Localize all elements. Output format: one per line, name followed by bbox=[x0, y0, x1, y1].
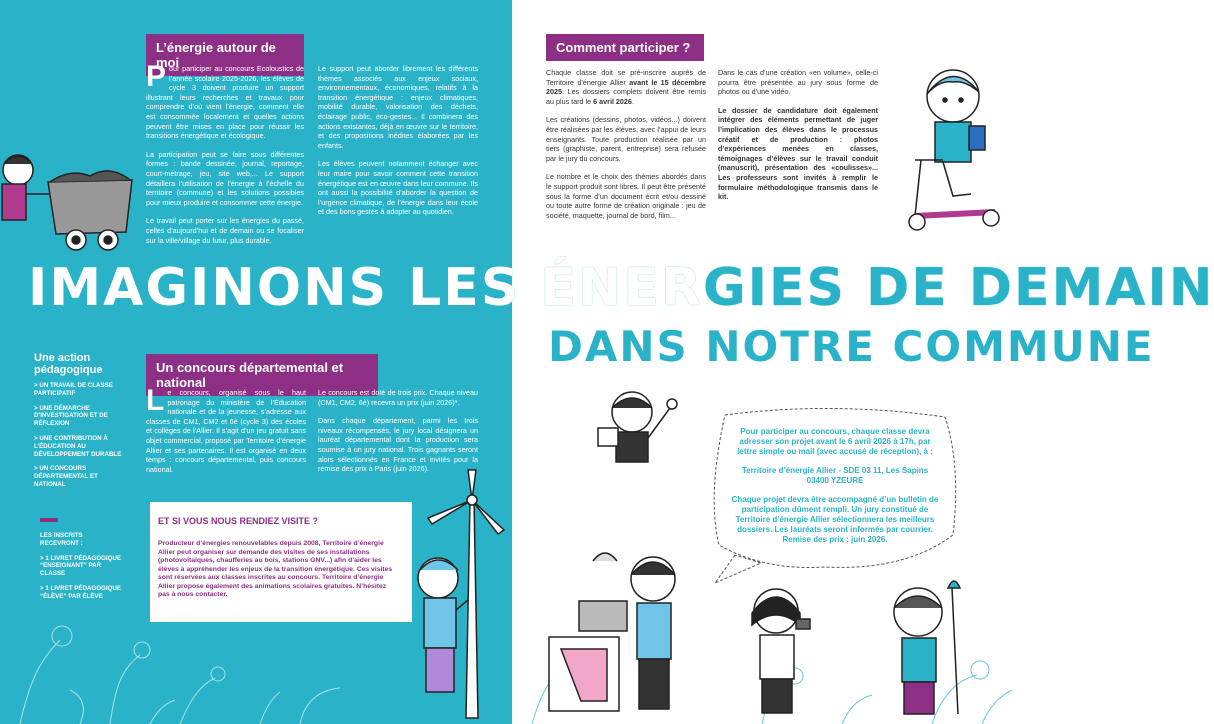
section3-paragraph-1: e concours, organisé sous le haut patronage du ministère de l’Éducation nationale et de la jeunesse, s’adresse aux classes de CM1, CM2 et 6è (cycle 3) des écoles et collèges de l’Allier. Il s’agit d’un jeu gratuit sans objet commercial, proposé par Territoire d’énergie Allier et ses partenaires. Il est organisé en deux temps : concours départemental, puis concours national. bbox=[146, 388, 306, 474]
visite-text: Producteur d’énergies renouvelables depuis 2008, Territoire d’énergie Allier peut organiser sur demande des visites de ses installations (photovoltaïques, chaufferies au bois, stations GNV...) afin d’aider les élèves à appréhender les enjeux de la transition énergétique. Ces visites sont réservées aux classes inscrites au concours. Territoire d’énergie Allier propose également des animations scolaires gratuites. N’hésitez pas à nous contacter. bbox=[158, 540, 393, 598]
section1-column-right bbox=[318, 64, 478, 226]
action-title: Une action pédagogique bbox=[34, 352, 103, 376]
kid-cooking-illustration bbox=[545, 545, 695, 715]
headline-line-1-cyan: GIES DE DEMAIN bbox=[702, 258, 1214, 318]
section2-column-right bbox=[718, 68, 878, 211]
section3-paragraph-2: Le concours est doté de trois prix. Chaque niveau (CM1, CM2, 6è) recevra un prix (juin 2026)*. bbox=[318, 388, 478, 407]
action-item: > UNE CONTRIBUTION À L’ÉDUCATION AU DÉVELOPPEMENT DURABLE bbox=[34, 434, 122, 458]
inscrits-title: LES INSCRITS RECEVRONT : bbox=[40, 532, 83, 547]
section1-column-left bbox=[146, 60, 304, 254]
dropcap-p: P bbox=[146, 60, 167, 93]
inscrits-item: > 1 LIVRET PÉDAGOGIQUE “ENSEIGNANT” PAR CLASSE bbox=[40, 554, 121, 578]
p1-date-remise: 6 avril 2026 bbox=[593, 96, 632, 106]
bubble-address: Territoire d’énergie Allier - SDE 03 11, Les Sapins 03400 YZEURE bbox=[741, 466, 929, 485]
section2-paragraph-1 bbox=[546, 68, 706, 106]
section1-paragraph-3: Le travail peut porter sur les énergies du passé, celles d’aujourd’hui et de demain ou se focaliser sur la ville/village du futur, plus durable. bbox=[146, 216, 304, 245]
action-item: > UN TRAVAIL DE CLASSE PARTICIPATIF bbox=[34, 382, 113, 397]
boy-paintbrush-illustration bbox=[880, 578, 980, 718]
headline-line-1 bbox=[28, 258, 1214, 318]
p1-text-a: Chaque classe doit se pré-inscrire auprès de Territoire d’énergie Allier bbox=[546, 68, 706, 87]
action-divider bbox=[40, 518, 58, 522]
section1-paragraph-2: La participation peut se faire sous différentes formes : bande dessinée, journal, reportage, court-métrage, jeu, site web,... Le support détaillera l’utilisation de l’énergie à l’échelle du territoire (commune) et les solutions possibles pour mieux produire et consommer cette énergie. bbox=[146, 149, 304, 207]
section2-paragraph-5: Le dossier de candidature doit également intégrer des éléments permettant de juger l’implication des élèves dans le processus créatif et de production : photos d’expériences menées en classes, témoignages d’élèves sur le travail conduit (manuscrit), présentation des «coulisses»... Les professeurs sont invités à remplir le formulaire méthodologique transmis dans le kit. bbox=[718, 105, 878, 202]
kid-wind-turbine-illustration bbox=[408, 470, 508, 720]
bubble-text bbox=[730, 427, 940, 554]
dropcap-l: L bbox=[146, 384, 165, 417]
section2-paragraph-4: Dans le cas d’une création «en volume», celle-ci pourra être présentée au jury sous forme de photos ou d’une vidéo. bbox=[718, 68, 878, 97]
bubble-paragraph-1: Pour participer au concours, chaque classe devra adresser son projet avant le 6 avril 2026 à 17h, par lettre simple ou mail (avec accusé de réception), à : bbox=[737, 427, 933, 456]
p1-text-e: . bbox=[631, 96, 634, 106]
section2-paragraph-3: Le nombre et le choix des thèmes abordés dans le support produit sont libres. Il peut être présenté sous la forme d’un document écrit et/ou dessiné ou toute autre forme de création originale : jeu de société, maquette, journal de bord, film... bbox=[546, 172, 706, 220]
section3-paragraph-3: Dans chaque département, parmi les trois niveaux récompensés, le jury local désignera un lauréat départemental dont la production sera soumise à un jury national. Trois gagnants seront alors sélectionnés en France et invités pour la remise des prix à Paris (juin 2026). bbox=[318, 416, 478, 474]
kid-scooter-illustration bbox=[895, 66, 1015, 246]
section-title-concours: Un concours départemental et national bbox=[146, 354, 378, 396]
visite-title: ET SI VOUS NOUS RENDIEZ VISITE ? bbox=[158, 516, 319, 526]
section2-column-left bbox=[546, 68, 706, 229]
section3-column-right bbox=[318, 388, 478, 483]
p1-date-preinscription: avant le 15 décembre 2025 bbox=[546, 77, 706, 97]
action-item: > UNE DÉMARCHE D’INVESTIGATION ET DE RÉFLEXION bbox=[34, 404, 108, 428]
section1-paragraph-4: Le support peut aborder librement les différents thèmes associés aux enjeux sociaux, environnementaux, économiques, relatifs à la transition énergétique : enjeux climatiques, mobilité durable, valorisation des déchets, éclairage public, éco-gestes... Il combinera des actions existantes, déjà en œuvre sur le territoire, et des propositions inédites élaborées par les enfants. bbox=[318, 64, 478, 150]
section-title-participer: Comment participer ? bbox=[546, 34, 704, 61]
inscrits-item: > 1 LIVRET PÉDAGOGIQUE “ÉLÈVE” PAR ÉLÈVE bbox=[40, 584, 121, 600]
section1-paragraph-5: Les élèves peuvent notamment échanger avec leur maire pour savoir comment cette transition énergétique est en œuvre dans leur commune. Ils ont aussi la possibilité d’aborder la question de l’urgence climatique, de l’énergie dans leur école et des bons gestes à adopter au quotidien. bbox=[318, 159, 478, 217]
section3-column-left bbox=[146, 384, 306, 483]
kid-microphone-illustration bbox=[592, 388, 682, 478]
inscrits-list bbox=[40, 532, 122, 608]
action-item: > UN CONCOURS DÉPARTEMENTAL ET NATIONAL bbox=[34, 465, 98, 488]
p1-text-c: . Les dossiers complets doivent être remis au plus tard le bbox=[546, 87, 706, 106]
action-list bbox=[34, 382, 122, 496]
headline-line-1-white: IMAGINONS LES ÉNER bbox=[28, 258, 703, 318]
kid-minecart-illustration bbox=[0, 150, 140, 260]
girl-phone-illustration bbox=[740, 585, 820, 715]
section-title-energie: L’énergie autour de moi bbox=[146, 34, 304, 76]
headline-line-2: DANS NOTRE COMMUNE bbox=[548, 322, 1155, 371]
bubble-paragraph-3: Chaque projet devra être accompagné d’un bulletin de participation dûment rempli. Un jury constitué de Territoire d’énergie Allier sélectionnera les meilleurs dossiers. Les lauréats seront informés par courrier. Remise des prix : juin 2026. bbox=[731, 495, 939, 544]
section1-paragraph-1: our participer au concours Ecoloustics de l’année scolaire 2025-2026, les élèves de cycle 3 doivent produire un support illustrant leurs recherches et travaux pour comprendre d’où vient l’énergie, comment elle est consommée localement et quelles actions peuvent être mises en place pour réussir les transitions énergétique et écologique. bbox=[146, 64, 304, 141]
section2-paragraph-2: Les créations (dessins, photos, vidéos...) doivent être réalisées par les élèves, avec l’appui de leurs enseignants. Toute production réalisée par un tiers (graphiste, parent, entreprise) sera refusée par le jury du concours. bbox=[546, 115, 706, 163]
